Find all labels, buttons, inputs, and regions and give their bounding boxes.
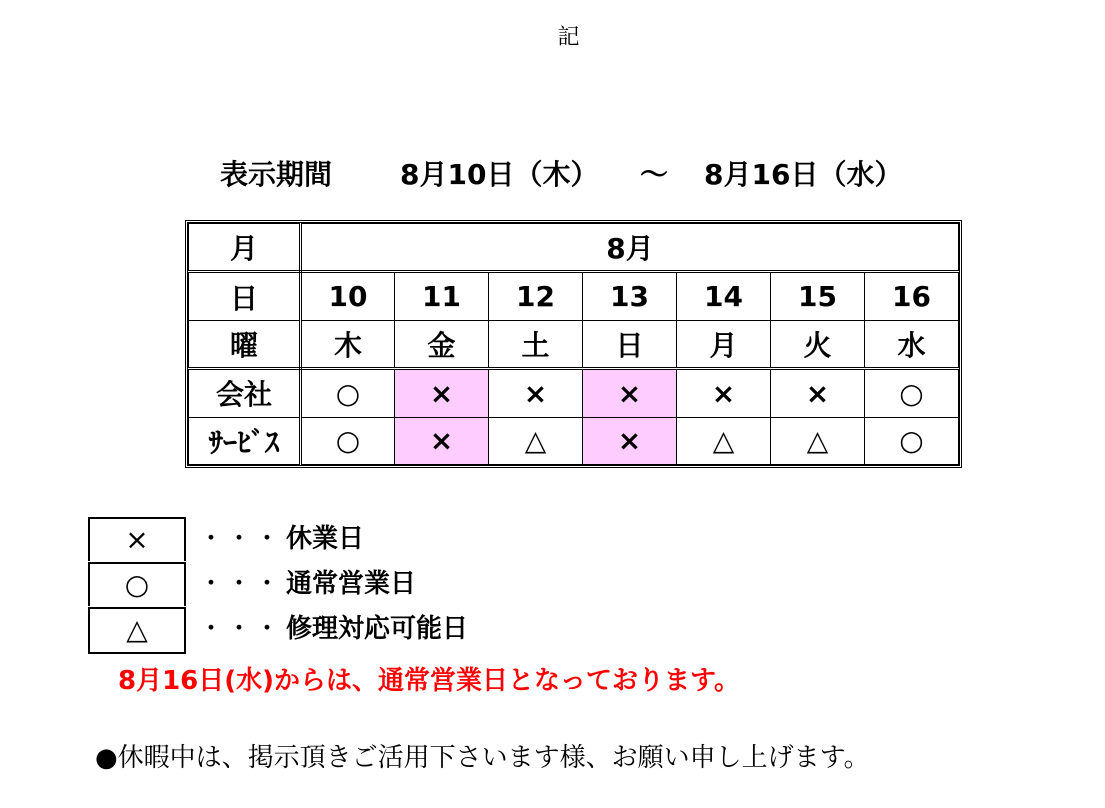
weekday-cell: 土	[489, 320, 583, 368]
service-row	[189, 417, 959, 464]
weekday-cell: 水	[865, 320, 959, 368]
period-end: 8月16日（水）	[704, 158, 903, 191]
service-status-cell: ×	[395, 417, 489, 464]
company-status-cell: ×	[489, 369, 583, 417]
legend-dots: ・・・	[198, 524, 283, 554]
legend-label: 休業日	[286, 524, 365, 554]
legend-item-open	[88, 562, 488, 607]
schedule-table-frame	[185, 220, 962, 468]
legend-text	[198, 607, 468, 651]
legend-symbol: ○	[88, 562, 186, 606]
row-label-weekday: 曜	[189, 320, 301, 368]
period-label: 表示期間	[220, 158, 333, 191]
company-status-cell: ×	[583, 369, 677, 417]
footer-note: ●休暇中は、掲示頂きご活用下さいます様、お願い申し上げます。	[95, 743, 870, 773]
day-cell: 12	[489, 272, 583, 320]
row-label-month: 月	[189, 224, 301, 272]
weekday-cell: 日	[583, 320, 677, 368]
service-status-cell: ○	[865, 417, 959, 464]
day-cell: 14	[677, 272, 771, 320]
company-status-cell: ×	[677, 369, 771, 417]
weekday-cell: 金	[395, 320, 489, 368]
day-cell: 16	[865, 272, 959, 320]
weekday-cell: 木	[301, 320, 395, 368]
company-status-cell: ○	[865, 369, 959, 417]
service-status-cell: ○	[301, 417, 395, 464]
service-status-cell: △	[677, 417, 771, 464]
day-cell: 10	[301, 272, 395, 320]
service-status-cell: △	[771, 417, 865, 464]
day-row	[189, 272, 959, 320]
company-row	[189, 369, 959, 417]
service-status-cell: △	[489, 417, 583, 464]
company-status-cell: ×	[771, 369, 865, 417]
legend-text	[198, 562, 416, 606]
legend-label: 修理対応可能日	[286, 614, 469, 644]
legend-symbol: △	[88, 607, 186, 654]
legend-dots: ・・・	[198, 614, 283, 644]
legend	[88, 517, 488, 652]
weekday-row	[189, 320, 959, 368]
legend-label: 通常営業日	[286, 569, 417, 599]
row-label-day: 日	[189, 272, 301, 320]
month-value: 8月	[301, 224, 959, 272]
legend-item-repair	[88, 607, 488, 652]
schedule-table	[188, 223, 959, 465]
period-start: 8月10日（木）	[400, 158, 599, 191]
row-label-company: 会社	[189, 369, 301, 417]
company-status-cell: ○	[301, 369, 395, 417]
weekday-cell: 火	[771, 320, 865, 368]
period-tilde: ～	[640, 158, 669, 191]
day-cell: 11	[395, 272, 489, 320]
legend-item-closed	[88, 517, 488, 562]
day-cell: 13	[583, 272, 677, 320]
row-label-service: ｻｰﾋﾞｽ	[189, 417, 301, 464]
service-status-cell: ×	[583, 417, 677, 464]
day-cell: 15	[771, 272, 865, 320]
resume-notice: 8月16日(水)からは、通常営業日となっております。	[118, 666, 740, 696]
document-heading: 記	[557, 25, 580, 50]
weekday-cell: 月	[677, 320, 771, 368]
month-row	[189, 224, 959, 272]
legend-dots: ・・・	[198, 569, 283, 599]
legend-text	[198, 517, 364, 561]
legend-symbol: ×	[88, 517, 186, 561]
display-period	[220, 155, 902, 195]
company-status-cell: ×	[395, 369, 489, 417]
